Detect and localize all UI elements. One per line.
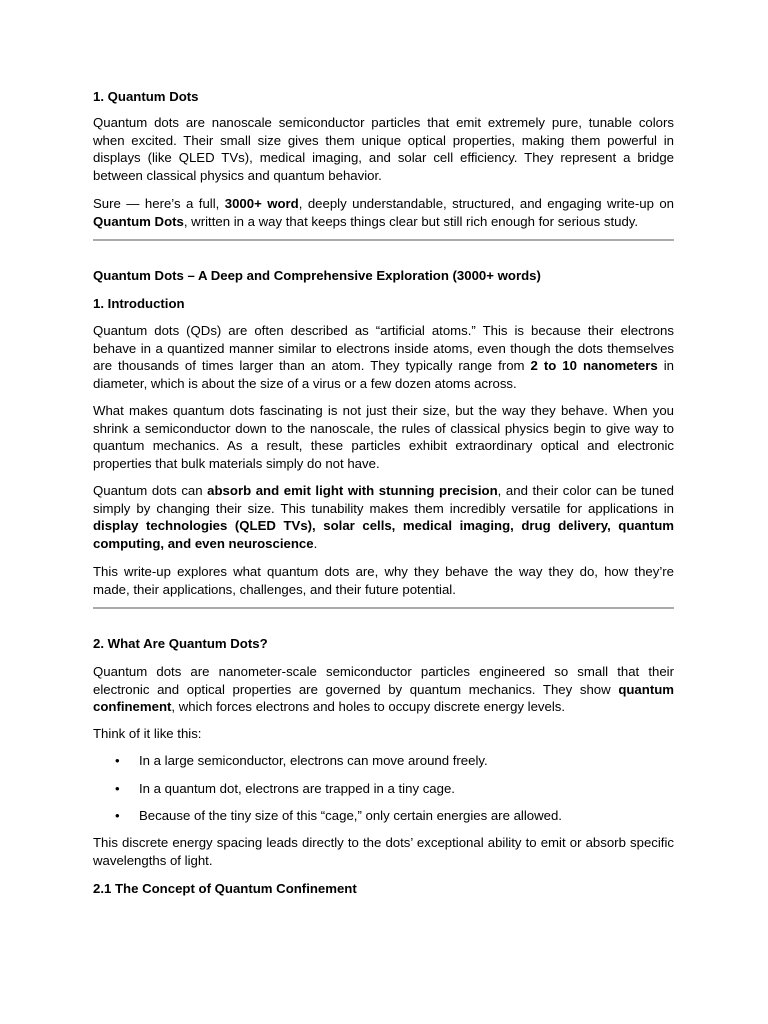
paragraph: Quantum dots are nanometer-scale semiconductor particles engineered so small that their electronic and optical properties are governed by quantum mechanics. They show quantum confinement, which forces electrons and holes to occupy discrete energy levels. xyxy=(93,664,674,715)
bullet-list xyxy=(93,780,674,798)
horizontal-rule xyxy=(93,607,674,609)
paragraph: Sure — here’s a full, 3000+ word, deeply understandable, structured, and engaging write-up on Quantum Dots, written in a way that keeps things clear but still rich enough for serious study. xyxy=(93,196,675,229)
list-item: • In a quantum dot, electrons are trapped in a tiny cage. xyxy=(93,780,674,798)
paragraph: This discrete energy spacing leads directly to the dots’ exceptional ability to emit or absorb specific wavelengths of light. xyxy=(93,835,674,868)
paragraph: Quantum dots can absorb and emit light with stunning precision, and their color can be tuned simply by changing their size. This tunability makes them incredibly versatile for applications in display technologies (QLED TVs), solar cells, medical imaging, drug delivery, quantum computing, and even neuroscience. xyxy=(93,483,674,551)
paragraph: Quantum dots (QDs) are often described as “artificial atoms.” This is because their electrons behave in a quantized manner similar to electrons inside atoms, even though the dots themselves are thousands of times larger than an atom. They typically range from 2 to 10 nanometers in diameter, which is about the size of a virus or a few dozen atoms across. xyxy=(93,323,674,391)
paragraph: Think of it like this: xyxy=(93,726,202,741)
document-title: Quantum Dots – A Deep and Comprehensive Exploration (3000+ words) xyxy=(93,268,541,283)
horizontal-rule xyxy=(93,239,674,241)
section-heading: 1. Introduction xyxy=(93,296,185,311)
list-item: • Because of the tiny size of this “cage,” only certain energies are allowed. xyxy=(93,807,674,825)
bullet-list xyxy=(93,807,674,825)
section-heading: 2. What Are Quantum Dots? xyxy=(93,636,268,651)
section-heading: 1. Quantum Dots xyxy=(93,89,199,104)
paragraph: Quantum dots are nanoscale semiconductor particles that emit extremely pure, tunable colors when excited. Their small size gives them unique optical properties, making them powerful in displays (like QLED TVs), medical imaging, and solar cell efficiency. They represent a bridge between classical physics and quantum behavior. xyxy=(93,115,674,183)
bullet-list xyxy=(93,752,674,770)
list-item: • In a large semiconductor, electrons can move around freely. xyxy=(93,752,674,770)
subsection-heading: 2.1 The Concept of Quantum Confinement xyxy=(93,881,357,896)
paragraph: What makes quantum dots fascinating is not just their size, but the way they behave. When you shrink a semiconductor down to the nanoscale, the rules of classical physics begin to give way to quantum mechanics. As a result, these particles exhibit extraordinary optical and electronic properties that bulk materials simply do not have. xyxy=(93,403,674,471)
paragraph: This write-up explores what quantum dots are, why they behave the way they do, how they’re made, their applications, challenges, and their future potential. xyxy=(93,564,674,597)
